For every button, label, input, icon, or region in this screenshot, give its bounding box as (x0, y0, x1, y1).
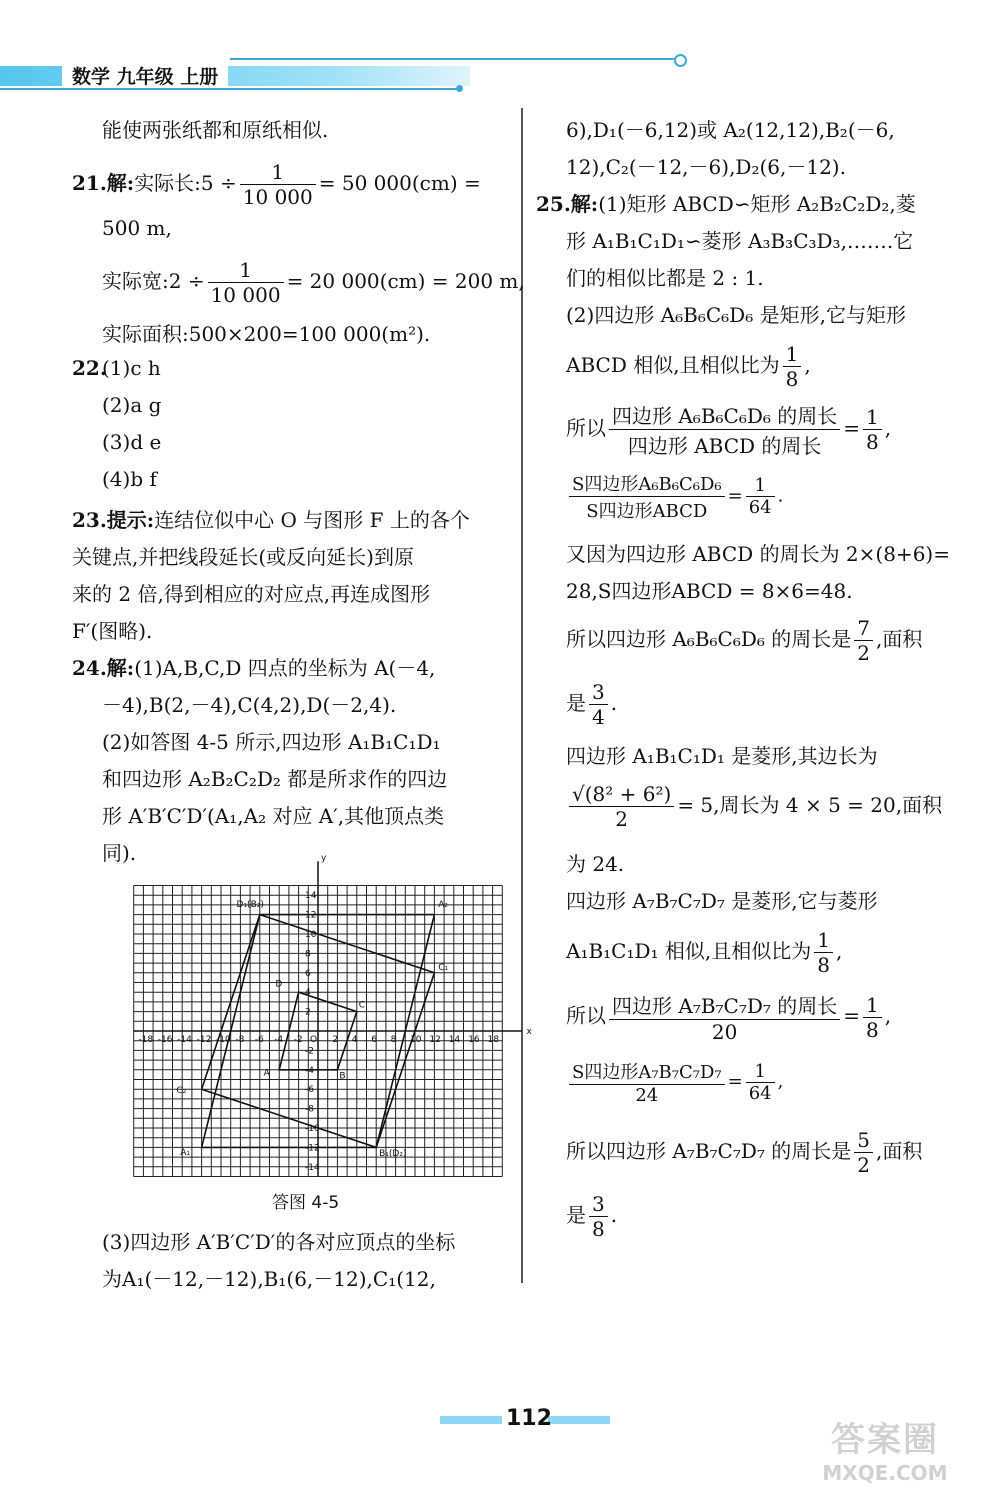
q21-line2: 500 m, (102, 216, 172, 240)
denominator: 2 (854, 640, 873, 665)
fraction (854, 1128, 873, 1177)
ratio-line (566, 400, 891, 459)
tick-label: 8 (305, 949, 311, 960)
denominator: 24 (569, 1084, 725, 1106)
denominator: S四边形ABCD (569, 496, 725, 523)
vertex-label: A (263, 1068, 270, 1079)
q21-text: 实际宽:2 ÷ (102, 269, 205, 293)
vertex-label: B₁(D₂) (379, 1149, 407, 1160)
text-line: (2)四边形 A₆B₆C₆D₆ 是矩形,它与矩形 (566, 303, 906, 327)
q21-text: 实际长:5 ÷ (134, 171, 237, 195)
fraction (569, 470, 725, 523)
tick-label: O (310, 1035, 318, 1045)
q24-line1 (72, 652, 435, 681)
denominator: 8 (863, 1017, 882, 1042)
text: ,面积 (876, 627, 923, 651)
q24-label: 24.解: (72, 656, 135, 680)
denominator: 8 (863, 429, 882, 454)
numerator: 1 (817, 928, 830, 952)
watermark-logo: 答案圈 (831, 1420, 939, 1460)
numerator: 1 (866, 992, 879, 1017)
vertex-label: D (275, 979, 283, 990)
tick-label: -12 (196, 1035, 212, 1045)
text-line: 形 A₁B₁C₁D₁∽菱形 A₃B₃C₃D₃,…….它 (566, 229, 914, 253)
tick-label: 12 (429, 1035, 441, 1045)
q23-line2: 关键点,并把线段延长(或反向延长)到原 (72, 545, 414, 569)
text-line: 们的相似比都是 2 : 1. (566, 266, 764, 290)
q23-line1 (72, 504, 470, 533)
tick-label: 18 (487, 1035, 500, 1045)
numerator: 四边形 A₆B₆C₆D₆ 的周长 (612, 404, 838, 428)
text-line (566, 782, 942, 831)
q24-text: (1)A,B,C,D 四点的坐标为 A(－4, (134, 656, 436, 680)
denominator: 10 000 (208, 282, 284, 307)
fraction (208, 258, 284, 307)
text: 所以 (566, 1003, 606, 1028)
header-dot-small (456, 85, 463, 92)
tick-label: -16 (157, 1035, 173, 1045)
axis-label: x (526, 1027, 532, 1037)
tick-label: -14 (177, 1035, 192, 1045)
tick-label: 2 (332, 1035, 339, 1045)
text-line: 6),D₁(－6,12)或 A₂(12,12),B₂(－6, (566, 118, 895, 142)
equals: = (843, 1003, 861, 1028)
tick-label: 16 (468, 1035, 480, 1045)
numerator: 四边形 A₇B₇C₇D₇ 的周长 (612, 994, 838, 1018)
fraction (746, 1061, 775, 1104)
text: 所以四边形 A₇B₇C₇D₇ 的周长是 (566, 1139, 852, 1163)
footer-bar-left (440, 1416, 502, 1424)
watermark (800, 1420, 970, 1490)
fraction (863, 405, 882, 454)
q23-line3: 来的 2 倍,得到相应的对应点,再连成图形 (72, 582, 431, 606)
q24-line5: 形 A′B′C′D′(A₁,A₂ 对应 A′,其他顶点类 (102, 804, 445, 828)
tick-label: 10 (305, 930, 317, 940)
numerator: S四边形A₇B₇C₇D₇ (572, 1062, 722, 1083)
text-line: 28,S四边形ABCD = 8×6=48. (566, 579, 853, 603)
q25-line1 (536, 188, 916, 217)
text: 所以四边形 A₆B₆C₆D₆ 的周长是 (566, 627, 852, 651)
numerator: 1 (754, 475, 766, 496)
punct: , (884, 1003, 892, 1028)
figure-caption: 答图 4-5 (272, 1193, 340, 1213)
tick-label: -4 (274, 1035, 284, 1045)
denominator: 4 (589, 704, 608, 729)
punct: , (804, 353, 811, 377)
vertex-label: A₂ (438, 899, 449, 910)
axis-label: y (321, 853, 327, 864)
tick-label: -12 (305, 1143, 320, 1154)
tick-label: -10 (305, 1124, 320, 1134)
coordinate-figure (118, 853, 532, 1173)
denominator: 8 (814, 952, 833, 977)
ratio-line (566, 990, 891, 1044)
q22-item: (4)b f (102, 467, 157, 491)
numerator: 1 (754, 1060, 766, 1082)
tick-label: 6 (305, 968, 311, 979)
punct: . (777, 485, 784, 507)
text-line: 四边形 A₁B₁C₁D₁ 是菱形,其边长为 (566, 744, 878, 768)
punct: . (610, 691, 618, 715)
q25-label: 25.解: (536, 192, 599, 216)
tick-label: 2 (305, 1007, 311, 1018)
q21-label: 21.解: (72, 171, 135, 195)
q21-text: = 50 000(cm) = (318, 171, 481, 195)
header-dot (674, 54, 687, 67)
vertex-label: B (339, 1071, 346, 1082)
punct: , (777, 1071, 784, 1092)
vertex-label: C₂ (176, 1086, 187, 1097)
denominator: 8 (589, 1216, 608, 1241)
text-line: 又因为四边形 ABCD 的周长为 2×(8+6)= (566, 542, 950, 566)
q21-line4: 实际面积:500×200=100 000(m²). (102, 322, 431, 346)
q22-item: (2)a g (102, 393, 162, 417)
area-ratio-line (566, 470, 783, 523)
denominator: 64 (746, 1082, 775, 1104)
header-underline (0, 88, 460, 90)
area-ratio-line (566, 1058, 783, 1106)
text: ,面积 (876, 1139, 923, 1163)
tick-label: -14 (305, 1162, 320, 1173)
vertex-label: C₁ (438, 962, 449, 973)
punct: , (884, 416, 892, 440)
fraction (609, 990, 840, 1044)
fraction (569, 782, 674, 831)
q21-line1 (72, 160, 481, 209)
tick-label: 6 (371, 1035, 377, 1045)
denominator: 20 (609, 1019, 840, 1044)
q25-text: (1)矩形 ABCD∽矩形 A₂B₂C₂D₂,菱 (598, 192, 916, 216)
q23-line4: F′(图略). (72, 619, 153, 643)
fraction (854, 616, 873, 665)
q22-label: 22. (72, 356, 107, 380)
q24-line8: 为A₁(－12,－12),B₁(6,－12),C₁(12, (102, 1267, 436, 1291)
equals: = (727, 1071, 743, 1092)
numerator: √(8² + 6²) (572, 782, 672, 806)
vertex-label: A₁ (180, 1148, 191, 1159)
q21-line3 (102, 258, 525, 307)
numerator: 1 (785, 342, 799, 366)
text: 是 (566, 1203, 586, 1227)
vertex-label: C (358, 1000, 366, 1011)
text-line: 四边形 A₇B₇C₇D₇ 是菱形,它与菱形 (566, 889, 878, 913)
punct: , (836, 939, 843, 963)
text-line (566, 1192, 617, 1241)
text-line: 能使两张纸都和原纸相似. (102, 118, 329, 142)
tick-label: -8 (305, 1104, 314, 1115)
tick-label: -4 (305, 1065, 314, 1076)
fraction (589, 680, 608, 729)
denominator: 64 (746, 496, 775, 518)
tick-label: -10 (216, 1035, 231, 1045)
text: 所以 (566, 416, 606, 440)
q22-item: (1)c h (102, 356, 161, 380)
text: A₁B₁C₁D₁ 相似,且相似比为 (566, 939, 812, 963)
denominator: 8 (783, 366, 802, 391)
tick-label: 14 (448, 1035, 461, 1045)
q22-item: (3)d e (102, 430, 162, 454)
q23-label: 23.提示: (72, 508, 155, 532)
tick-label: -6 (305, 1085, 314, 1096)
tick-label: 4 (351, 1035, 358, 1045)
numerator: 1 (866, 405, 879, 429)
header-line (230, 58, 678, 60)
q24-line3: (2)如答图 4-5 所示,四边形 A₁B₁C₁D₁ (102, 730, 441, 754)
text-line: 12),C₂(－12,－6),D₂(6,－12). (566, 155, 846, 179)
tick-label: 12 (305, 910, 317, 921)
q24-line4: 和四边形 A₂B₂C₂D₂ 都是所求作的四边 (102, 767, 448, 791)
fraction (240, 160, 316, 209)
tick-label: 10 (410, 1035, 422, 1045)
punct: . (610, 1203, 618, 1227)
numerator: S四边形A₆B₆C₆D₆ (572, 474, 722, 495)
fraction (814, 928, 833, 977)
fraction (589, 1192, 608, 1241)
vertex-label: D₁(B₂) (236, 899, 264, 910)
numerator: 1 (271, 160, 285, 184)
text-line (566, 928, 842, 977)
text-line: 为 24. (566, 852, 625, 876)
text: = 5,周长为 4 × 5 = 20,面积 (677, 793, 943, 817)
numerator: 7 (857, 616, 870, 640)
text-line (566, 342, 811, 391)
q24-line6: 同). (102, 841, 137, 865)
denominator: 2 (854, 1152, 873, 1177)
watermark-url: MXQE.COM (822, 1460, 948, 1485)
denominator: 四边形 ABCD 的周长 (609, 429, 840, 459)
page-number: 112 (506, 1406, 552, 1431)
fraction (609, 400, 840, 459)
tick-label: 8 (390, 1035, 397, 1045)
denominator: 2 (569, 806, 674, 831)
fraction (863, 993, 882, 1042)
tick-label: -2 (293, 1035, 303, 1045)
numerator: 1 (239, 258, 252, 282)
q24-line2: －4),B(2,－4),C(4,2),D(－2,4). (102, 693, 397, 717)
header-title: 数学 九年级 上册 (62, 60, 228, 91)
tick-label: -6 (254, 1035, 264, 1045)
equals: = (843, 416, 861, 440)
numerator: 5 (857, 1128, 870, 1152)
q23-text: 连结位似中心 O 与图形 F 上的各个 (154, 508, 470, 532)
text-line (566, 616, 922, 665)
fraction (746, 475, 775, 518)
fraction (569, 1058, 725, 1106)
q24-line7: (3)四边形 A′B′C′D′的各对应顶点的坐标 (102, 1230, 456, 1254)
tick-label: 4 (305, 988, 311, 999)
text: ABCD 相似,且相似比为 (566, 353, 780, 377)
tick-label: -8 (235, 1035, 245, 1045)
fraction (783, 342, 802, 391)
equals: = (727, 485, 743, 507)
tick-label: -18 (138, 1035, 154, 1045)
text: 是 (566, 691, 586, 715)
footer-bar-right (548, 1416, 610, 1424)
text-line (566, 1128, 922, 1177)
text-line (566, 680, 617, 729)
denominator: 10 000 (240, 184, 316, 209)
tick-label: -2 (305, 1046, 314, 1057)
q21-text: = 20 000(cm) = 200 m, (286, 269, 525, 293)
numerator: 3 (592, 680, 605, 704)
tick-label: 14 (305, 891, 317, 902)
numerator: 3 (592, 1192, 605, 1216)
